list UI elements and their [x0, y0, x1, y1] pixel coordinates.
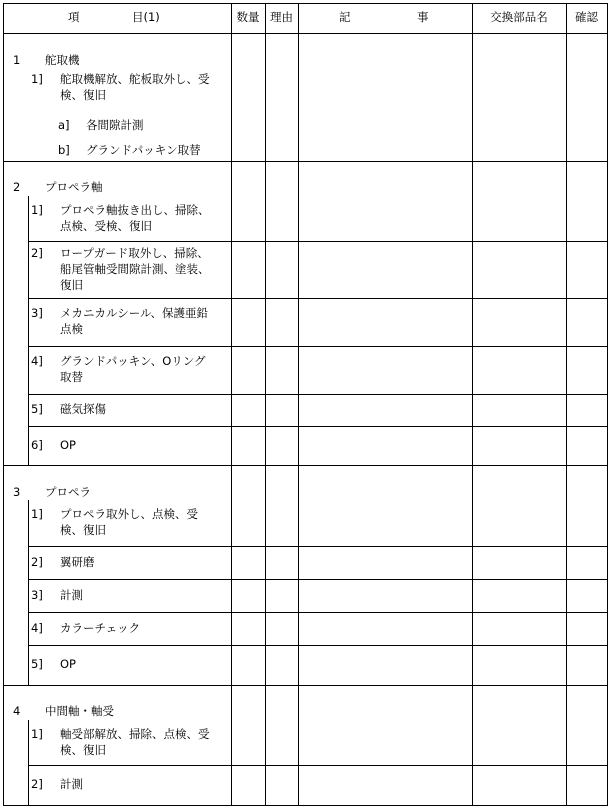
item-row-rule [28, 394, 608, 395]
section-rule [3, 161, 608, 162]
item-text: 復旧 [60, 278, 83, 292]
item-number: b] [58, 143, 70, 157]
item-number: 5] [31, 402, 43, 416]
item-text: 翼研磨 [60, 555, 95, 569]
item-row-rule [28, 645, 608, 646]
item-text: 検、復旧 [60, 523, 106, 537]
section-rule [3, 465, 608, 466]
item-text: 計測 [60, 588, 83, 602]
item-text: 取替 [60, 370, 83, 384]
section-rule [3, 685, 608, 686]
item-row-rule [28, 579, 608, 580]
header-bottom-rule [3, 33, 608, 34]
item-text: グランドパッキン取替 [86, 143, 201, 157]
item-number: 1] [31, 203, 43, 217]
item-text: OP [60, 657, 76, 671]
item-text: 舵取機解放、舵板取外し、受 [60, 72, 210, 86]
header-check: 確認 [575, 10, 598, 24]
item-text: カラーチェック [60, 621, 141, 635]
item-number: 2] [31, 555, 43, 569]
item-number: a] [58, 118, 70, 132]
section-number: 3 [13, 485, 21, 499]
item-text: OP [60, 438, 76, 452]
item-text: 各間隙計測 [86, 118, 144, 132]
section-title: プロペラ軸 [45, 180, 103, 194]
item-text: 計測 [60, 777, 83, 791]
section-title: プロペラ [45, 485, 91, 499]
item-number: 6] [31, 438, 43, 452]
item-text: グランドパッキン、Oリング [60, 354, 206, 368]
item-number: 4] [31, 354, 43, 368]
header-item-label-a: 項 [68, 10, 80, 24]
item-text: プロペラ軸抜き出し、掃除、 [60, 203, 210, 217]
table-border-top [3, 3, 608, 4]
item-indent-rule [28, 720, 29, 806]
item-number: 2] [31, 246, 43, 260]
table-border-bottom [3, 805, 608, 806]
item-row-rule [28, 241, 608, 242]
item-text: 点検 [60, 322, 83, 336]
section-number: 1 [13, 53, 21, 67]
item-number: 4] [31, 621, 43, 635]
section-title: 中間軸・軸受 [45, 704, 114, 718]
item-text: 磁気探傷 [60, 402, 106, 416]
item-text: 検、復旧 [60, 88, 106, 102]
item-row-rule [28, 346, 608, 347]
item-text: 船尾管軸受間隙計測、塗装、 [60, 262, 210, 276]
header-reason: 理由 [270, 10, 293, 24]
header-qty: 数量 [236, 10, 260, 24]
header-parts: 交換部品名 [490, 10, 548, 24]
item-row-rule [28, 765, 608, 766]
section-title: 舵取機 [45, 53, 80, 67]
header-note-a: 記 [339, 10, 351, 24]
item-number: 2] [31, 777, 43, 791]
header-item-label-b: 目(1) [132, 10, 160, 24]
item-row-rule [28, 298, 608, 299]
item-text: メカニカルシール、保護亜鉛 [60, 306, 209, 320]
item-text: 点検、受検、復旧 [60, 219, 152, 233]
item-number: 3] [31, 588, 43, 602]
item-row-rule [28, 426, 608, 427]
item-number: 5] [31, 657, 43, 671]
item-number: 1] [31, 507, 43, 521]
item-row-rule [28, 612, 608, 613]
item-text: 検、復旧 [60, 743, 106, 757]
item-text: 軸受部解放、掃除、点検、受 [60, 727, 210, 741]
item-text: プロペラ取外し、点検、受 [60, 507, 198, 521]
item-indent-rule [28, 196, 29, 466]
header-note-b: 事 [417, 10, 429, 24]
section-number: 4 [13, 704, 21, 718]
item-number: 1] [31, 72, 43, 86]
item-row-rule [28, 546, 608, 547]
item-number: 1] [31, 727, 43, 741]
item-text: ロープガード取外し、掃除、 [60, 246, 209, 260]
section-number: 2 [13, 180, 21, 194]
item-number: 3] [31, 306, 43, 320]
item-indent-rule [28, 500, 29, 686]
